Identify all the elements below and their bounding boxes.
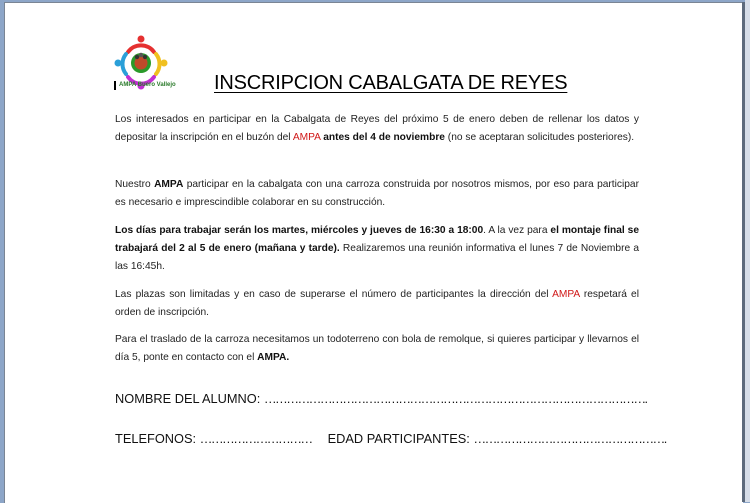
deadline-text: antes del 4 de noviembre xyxy=(323,132,445,143)
text: participar en la cabalgata con una carroza construida por nosotros mismos, por eso para participar es necesario e imprescindible colaborar en su construcción. xyxy=(115,179,639,208)
text: Para el traslado de la carroza necesitamos un todoterreno con bola de remolque, si quieres participar y llevarnos el día 5, ponte en contacto con el xyxy=(115,334,639,363)
edad-blank: ……………………………………………. xyxy=(473,431,666,446)
text: Los interesados en participar en la Cabalgata de Reyes del próximo 5 de enero deben de rellenar los datos y depositar la inscripción en el buzón del xyxy=(115,114,639,143)
paragraph-plazas xyxy=(115,286,639,322)
ampa-highlight: AMPA xyxy=(292,132,321,143)
document-title: INSCRIPCION CABALGATA DE REYES xyxy=(214,72,568,94)
nombre-field xyxy=(115,391,647,406)
text: Realizaremos una reunión informativa el lunes 7 de Noviembre a las 16:45h. xyxy=(115,243,640,272)
ampa-highlight: AMPA xyxy=(552,289,580,300)
ampa-highlight: AMPA. xyxy=(257,352,290,363)
telefonos-edad-field xyxy=(115,431,666,446)
text: Nuestro xyxy=(115,179,155,190)
text: Las plazas son limitadas y en caso de superarse el número de participantes la dirección del xyxy=(115,289,553,300)
paragraph-schedule xyxy=(115,222,639,276)
telefonos-blank: ………………………… xyxy=(199,431,312,446)
nombre-blank: …………………………………………………………………………………………. xyxy=(263,391,647,406)
paragraph-traslado xyxy=(115,331,639,367)
telefonos-label: TELEFONOS: xyxy=(115,431,200,446)
nombre-label: NOMBRE DEL ALUMNO: xyxy=(115,391,264,406)
paragraph-inscription xyxy=(115,111,639,147)
work-days-text: Los días para trabajar serán los martes, miércoles y jueves de 16:30 a 18:00 xyxy=(115,225,484,236)
paragraph-carroza xyxy=(115,176,639,212)
edad-label: EDAD PARTICIPANTES: xyxy=(327,431,474,446)
window-edge xyxy=(745,0,750,502)
ampa-highlight: AMPA xyxy=(154,179,184,190)
text: (no se aceptaran solicitudes posteriores). xyxy=(444,132,635,143)
logo-caption: AMPA Buero Vallejo xyxy=(114,81,176,90)
text: . A la vez para xyxy=(483,225,551,236)
text: respetará el orden de inscripción. xyxy=(115,289,639,318)
montaje-text: el montaje final se trabajará del 2 al 5 de enero (mañana y tarde). xyxy=(115,225,639,254)
